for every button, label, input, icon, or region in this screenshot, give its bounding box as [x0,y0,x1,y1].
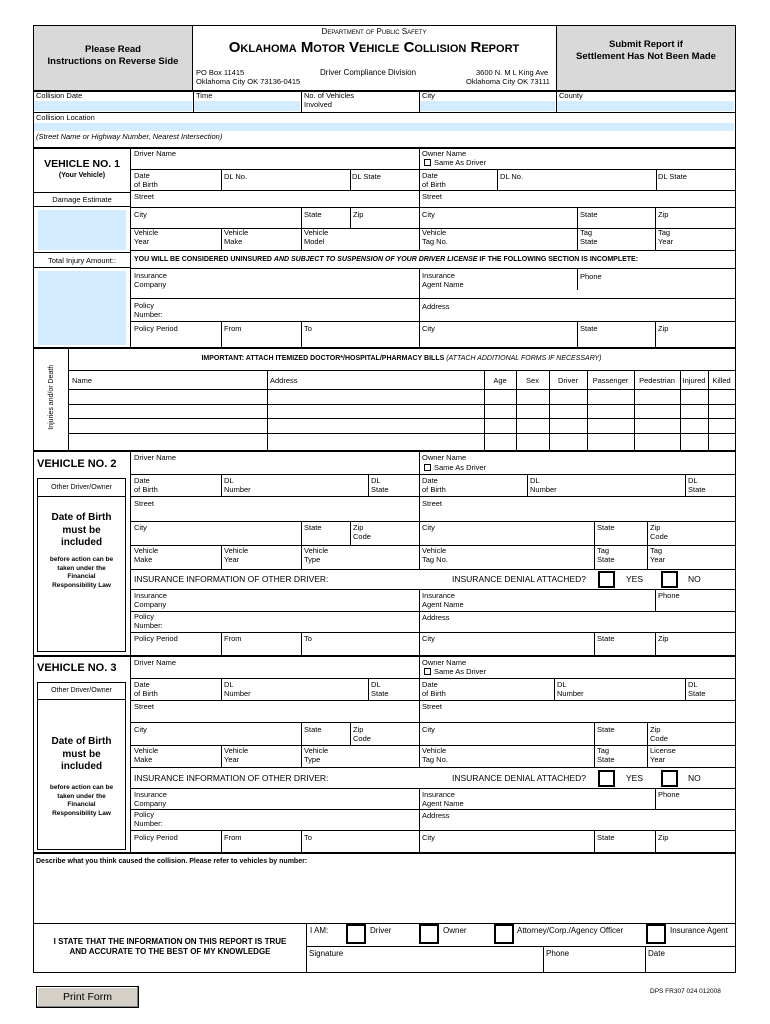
attorney-role-label: Attorney/Corp./Agency Officer [517,926,624,935]
injury-col-name: Name [72,376,93,385]
v2-dl-number-label: DL Number [224,476,251,494]
v2-street-label: Street [134,499,155,508]
v2-owner-dl-number-label: DL Number [530,476,557,494]
v3-address-label: Address [422,811,450,820]
phone-label: Phone [546,949,570,958]
v2-ins-zip-label: Zip [658,634,669,643]
v3-denial-no-checkbox[interactable] [661,770,678,787]
v2-state-label: State [304,523,322,532]
v2-insurance-company-label: Insurance Company [134,591,167,609]
v3-owner-city-label: City [422,725,435,734]
driver-role-label: Driver [370,926,392,935]
vehicle3-other-driver-label: Other Driver/Owner [51,687,112,694]
v2-denial-yes-checkbox[interactable] [598,571,615,588]
v1-owner-state-label: State [580,210,598,219]
v3-owner-zip-label: Zip Code [650,725,668,743]
v1-state-label: State [304,210,322,219]
v1-address-label: Address [422,302,450,311]
collision-location-label: Collision Location [36,113,95,122]
v3-city-label: City [134,725,147,734]
v3-zip-label: Zip Code [353,725,371,743]
collision-date-field[interactable] [34,101,192,111]
v1-from-label: From [224,324,242,333]
i-am-label: I AM: [310,926,329,935]
division-name: Driver Compliance Division [320,68,417,77]
driver-role-checkbox[interactable] [346,924,366,944]
collision-city-label: City [422,91,435,100]
v1-owner-name-label: Owner Name [422,149,467,158]
injury-col-injured: Injured [682,376,706,385]
v3-policy-period-label: Policy Period [134,833,178,842]
v2-no-label: NO [688,574,701,584]
v2-vehicle-year-label: Vehicle Year [224,546,249,564]
v1-same-as-driver-checkbox[interactable] [424,159,431,166]
description-field[interactable] [36,868,732,920]
damage-estimate-field[interactable] [38,210,126,250]
v2-denial-no-checkbox[interactable] [661,571,678,588]
v1-to-label: To [304,324,312,333]
v2-owner-state-label: State [597,523,615,532]
injury-col-sex: Sex [526,376,539,385]
vehicle3-law-note: before action can be taken under the Financial Responsibility Law [49,784,114,817]
v1-vehicle-tag-label: Vehicle Tag No. [422,228,448,246]
v3-owner-state-label: State [597,725,615,734]
v3-same-as-driver-checkbox[interactable] [424,668,431,675]
damage-estimate-label: Damage Estimate [52,195,112,204]
v2-ins-state-label: State [597,634,615,643]
certification-statement: I STATE THAT THE INFORMATION ON THIS REPORT IS TRUE AND ACCURATE TO THE BEST OF MY KNOWLEDGE [53,937,287,956]
v1-ins-city-label: City [422,324,435,333]
v3-owner-dob-label: Date of Birth [422,680,446,698]
county-label: County [559,91,583,100]
v1-vehicle-make-label: Vehicle Make [224,228,249,246]
vehicle2-law-note: before action can be taken under the Financial Responsibility Law [49,556,114,589]
v2-zip-label: Zip Code [353,523,371,541]
v2-insurance-info-label: INSURANCE INFORMATION OF OTHER DRIVER: [134,574,329,584]
v1-tag-state-label: Tag State [580,228,598,246]
v3-vehicle-type-label: Vehicle Type [304,746,329,764]
collision-date-label: Collision Date [36,91,83,100]
v1-owner-dob-label: Date of Birth [422,171,446,189]
v3-state-label: State [304,725,322,734]
v3-dob-label: Date of Birth [134,680,158,698]
v2-owner-city-label: City [422,523,435,532]
date-label: Date [648,949,665,958]
v1-ins-state-label: State [580,324,598,333]
injuries-side-label: Injuries and/or Death [47,364,55,430]
v3-denial-yes-checkbox[interactable] [598,770,615,787]
po-box: PO Box 11415 [196,68,245,77]
v2-vehicle-make-label: Vehicle Make [134,546,159,564]
v3-dl-state-label: DL State [371,680,389,698]
v3-owner-street-label: Street [422,702,443,711]
v3-policy-number-label: Policy Number: [134,810,163,828]
v2-denial-label: INSURANCE DENIAL ATTACHED? [452,574,586,584]
v3-insurance-company-label: Insurance Company [134,790,167,808]
v1-owner-dl-state-label: DL State [658,172,687,181]
v2-to-label: To [304,634,312,643]
owner-role-checkbox[interactable] [419,924,439,944]
injury-col-address: Address [270,376,298,385]
v1-uninsured-warning: YOU WILL BE CONSIDERED UNINSURED AND SUBJECT TO SUSPENSION OF YOUR DRIVER LICENSE IF THE FOLLOWING SECTION IS INCOMPLETE: [134,256,639,263]
injury-col-passenger: Passenger [592,376,629,385]
v3-license-year-label: License Year [650,746,676,764]
v2-driver-name-label: Driver Name [134,453,177,462]
agent-role-label: Insurance Agent [670,926,728,935]
v3-tag-state-label: Tag State [597,746,615,764]
v2-ins-city-label: City [422,634,435,643]
total-injury-field[interactable] [38,271,126,345]
signature-field[interactable] [307,960,542,971]
vehicle2-title: VEHICLE NO. 2 [37,458,117,470]
v2-vehicle-type-label: Vehicle Type [304,546,329,564]
v3-insurance-info-label: INSURANCE INFORMATION OF OTHER DRIVER: [134,773,329,783]
v1-dl-state-label: DL State [352,172,381,181]
attorney-role-checkbox[interactable] [494,924,514,944]
collision-location-hint: (Street Name or Highway Number, Nearest Intersection) [36,132,223,141]
owner-role-label: Owner [443,926,467,935]
v3-dl-number-label: DL Number [224,680,251,698]
v1-policy-number-label: Policy Number: [134,301,163,319]
v2-dl-state-label: DL State [371,476,389,494]
v1-vehicle-model-label: Vehicle Model [304,228,329,246]
v2-owner-name-label: Owner Name [422,453,467,462]
v2-insurance-agent-label: Insurance Agent Name [422,591,464,609]
injury-col-driver: Driver [558,376,578,385]
v2-owner-street-label: Street [422,499,443,508]
v2-phone-label: Phone [658,591,680,600]
v1-policy-period-label: Policy Period [134,324,178,333]
injuries-important-note: IMPORTANT: ATTACH ITEMIZED DOCTOR*/HOSPITAL/PHARMACY BILLS (ATTACH ADDITIONAL FORMS IF NECESSARY) [201,355,602,362]
v3-owner-name-label: Owner Name [422,658,467,667]
v3-insurance-agent-label: Insurance Agent Name [422,790,464,808]
v1-dl-no-label: DL No. [224,172,248,181]
v2-owner-dob-label: Date of Birth [422,476,446,494]
county-field[interactable] [557,101,734,111]
collision-city-field[interactable] [420,101,555,111]
time-label: Time [196,91,213,100]
v1-owner-zip-label: Zip [658,210,669,219]
vehicle3-title: VEHICLE NO. 3 [37,662,117,674]
v2-yes-label: YES [626,574,644,584]
v1-vehicle-year-label: Vehicle Year [134,228,159,246]
v3-owner-dl-number-label: DL Number [557,680,584,698]
v1-insurance-company-label: Insurance Company [134,271,167,289]
total-injury-label: Total Injury Amount:: [48,256,116,265]
v2-address-label: Address [422,613,450,622]
injury-col-age: Age [493,376,507,385]
v3-no-label: NO [688,773,701,783]
v3-denial-label: INSURANCE DENIAL ATTACHED? [452,773,586,783]
print-form-button[interactable] [36,986,139,1008]
v2-dob-label: Date of Birth [134,476,158,494]
form-number: DPS FR307 024 012008 [650,988,721,995]
v2-policy-period-label: Policy Period [134,634,178,643]
v3-ins-state-label: State [597,833,615,842]
vehicle1-subtitle: (Your Vehicle) [58,172,106,179]
injury-col-pedestrian: Pedestrian [639,376,675,385]
v2-from-label: From [224,634,242,643]
v1-ins-zip-label: Zip [658,324,669,333]
v1-phone-label: Phone [580,272,602,281]
v1-zip-label: Zip [353,210,364,219]
v3-driver-name-label: Driver Name [134,658,177,667]
v2-same-as-driver-label: Same As Driver [434,463,487,472]
v1-owner-dl-no-label: DL No. [500,172,524,181]
vehicle1-title: VEHICLE NO. 1 [44,158,120,170]
header-right-text: Submit Report if Settlement Has Not Been Made [576,39,716,62]
city-address: Oklahoma City OK 73111 [466,77,550,86]
v3-from-label: From [224,833,242,842]
po-city: Oklahoma City OK 73136-0415 [196,77,301,86]
v1-street-label: Street [134,192,155,201]
v3-owner-dl-state-label: DL State [688,680,706,698]
vehicle2-other-driver-label: Other Driver/Owner [51,484,112,491]
v3-yes-label: YES [626,773,644,783]
vehicle3-dob-note: Date of Birth must be included [51,736,112,772]
collision-location-field[interactable] [34,123,734,131]
v1-driver-name-label: Driver Name [134,149,177,158]
v1-same-as-driver-label: Same As Driver [434,158,487,167]
vehicle2-dob-note: Date of Birth must be included [51,512,112,548]
v2-tag-year-label: Tag Year [650,546,666,564]
v1-owner-street-label: Street [422,192,443,201]
v2-owner-dl-state-label: DL State [688,476,706,494]
injury-col-killed: Killed [712,376,731,385]
v1-owner-city-label: City [422,210,435,219]
time-field[interactable] [194,101,300,111]
description-label: Describe what you think caused the collision. Please refer to vehicles by number: [36,858,308,865]
signature-label: Signature [309,949,344,958]
v3-ins-zip-label: Zip [658,833,669,842]
print-form-label: Print Form [62,991,112,1003]
v2-city-label: City [134,523,147,532]
form-title: Oklahoma Motor Vehicle Collision Report [228,39,520,56]
v3-vehicle-make-label: Vehicle Make [134,746,159,764]
v3-same-as-driver-label: Same As Driver [434,667,487,676]
v3-to-label: To [304,833,312,842]
v3-vehicle-year-label: Vehicle Year [224,746,249,764]
v1-dob-label: Date of Birth [134,171,158,189]
v2-same-as-driver-checkbox[interactable] [424,464,431,471]
v3-vehicle-tag-label: Vehicle Tag No. [422,746,448,764]
v2-vehicle-tag-label: Vehicle Tag No. [422,546,448,564]
v1-city-label: City [134,210,147,219]
department-name: Department of Public Safety [321,27,427,36]
agent-role-checkbox[interactable] [646,924,666,944]
header-left-text: Please Read Instructions on Reverse Side [47,44,179,67]
street-address: 3600 N. M L King Ave [476,68,549,77]
v3-phone-label: Phone [658,790,680,799]
v2-policy-number-label: Policy Number: [134,612,163,630]
v2-tag-state-label: Tag State [597,546,615,564]
v2-owner-zip-label: Zip Code [650,523,668,541]
v1-insurance-agent-label: Insurance Agent Name [422,271,464,289]
v3-street-label: Street [134,702,155,711]
v1-tag-year-label: Tag Year [658,228,674,246]
v3-ins-city-label: City [422,833,435,842]
vehicles-involved-label: No. of Vehicles Involved [304,91,355,109]
